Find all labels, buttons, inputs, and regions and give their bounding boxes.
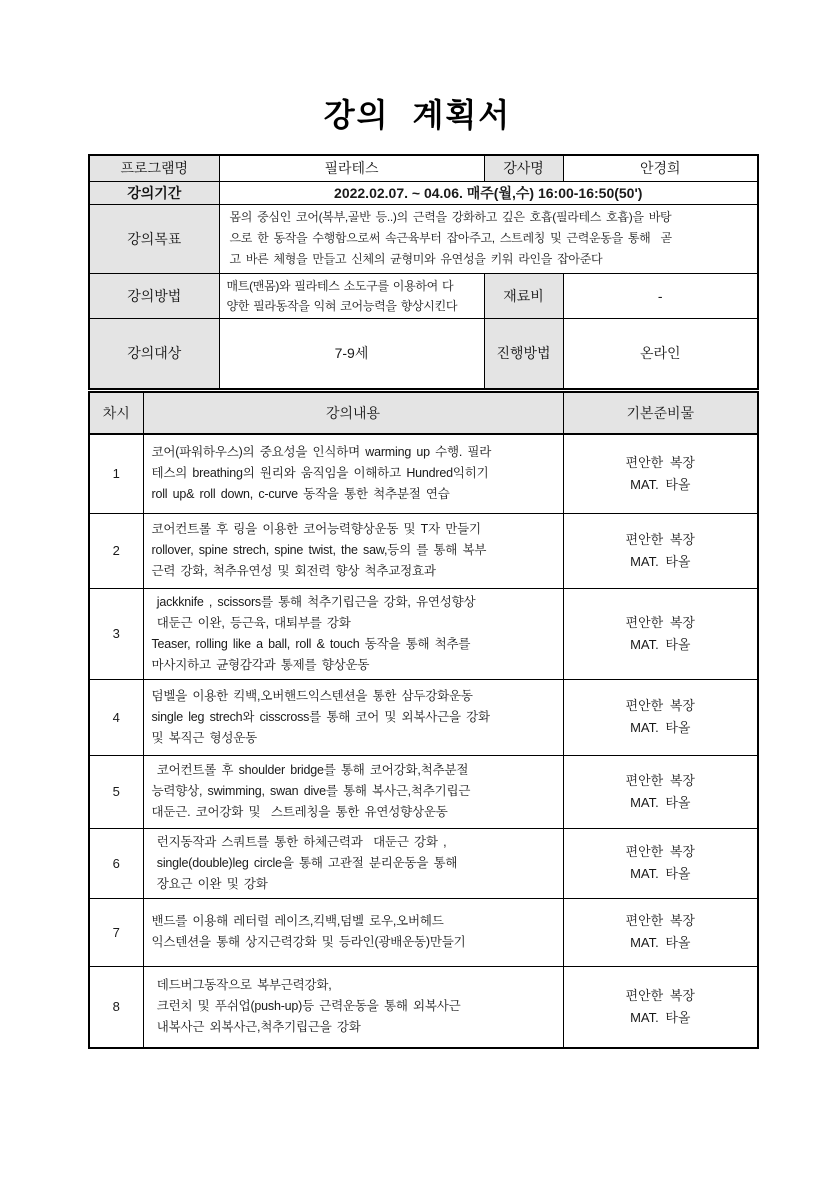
session-content: 데드버그동작으로 복부근력강화, 크런치 및 푸쉬업(push-up)등 근력운동을 통해 외복사근 내복사근 외복사근,척추기립근을 강화 xyxy=(143,966,563,1048)
session-number: 4 xyxy=(89,679,143,755)
schedule-row-4 xyxy=(89,679,758,755)
schedule-row-6 xyxy=(89,828,758,898)
goal-label: 강의목표 xyxy=(89,204,219,273)
schedule-row-3 xyxy=(89,588,758,679)
session-number: 3 xyxy=(89,588,143,679)
target-label: 강의대상 xyxy=(89,318,219,389)
document-title: 강의 계획서 xyxy=(323,97,512,133)
session-materials: 편안한 복장 MAT. 타올 xyxy=(563,588,758,679)
session-number: 7 xyxy=(89,898,143,966)
schedule-header-row xyxy=(89,392,758,434)
session-number: 2 xyxy=(89,513,143,588)
session-number: 5 xyxy=(89,755,143,828)
session-content: jackknife , scissors를 통해 척추기립근을 강화, 유연성향상 대둔근 이완, 등근육, 대퇴부를 강화 Teaser, rolling like a ball, roll & touch 동작을 통해 척추를 마사지하고 균형감각과 통제를 향상운동 xyxy=(143,588,563,679)
delivery-label: 진행방법 xyxy=(484,318,563,389)
schedule-table xyxy=(88,391,759,1049)
session-content: 런지동작과 스쿼트를 통한 하체근력과 대둔근 강화 , single(double)leg circle을 통해 고관절 분리운동을 통해 장요근 이완 및 강화 xyxy=(143,828,563,898)
materials-column-header: 기본준비물 xyxy=(563,392,758,434)
course-info-table xyxy=(88,154,759,390)
program-name-value: 필라테스 xyxy=(219,155,484,181)
info-row-goal xyxy=(89,204,758,273)
schedule-row-7 xyxy=(89,898,758,966)
content-column-header: 강의내용 xyxy=(143,392,563,434)
session-content: 덤벨을 이용한 킥백,오버핸드익스텐션을 통한 삼두강화운동 single leg strech와 cisscross를 통해 코어 및 외복사근을 강화 및 복직근 형성운동 xyxy=(143,679,563,755)
session-materials: 편안한 복장 MAT. 타올 xyxy=(563,434,758,513)
session-materials: 편안한 복장 MAT. 타올 xyxy=(563,755,758,828)
schedule-row-2 xyxy=(89,513,758,588)
method-label: 강의방법 xyxy=(89,273,219,318)
info-row-program xyxy=(89,155,758,181)
info-row-method xyxy=(89,273,758,318)
session-column-header: 차시 xyxy=(89,392,143,434)
session-number: 1 xyxy=(89,434,143,513)
session-content: 밴드를 이용해 레터럴 레이즈,킥백,덤벨 로우,오버헤드 익스텐션을 통해 상지근력강화 및 등라인(광배운동)만들기 xyxy=(143,898,563,966)
schedule-row-5 xyxy=(89,755,758,828)
session-number: 6 xyxy=(89,828,143,898)
schedule-row-8 xyxy=(89,966,758,1048)
method-text: 매트(맨몸)와 필라테스 소도구를 이용하여 다 양한 필라동작을 익혀 코어능력을 향상시킨다 xyxy=(219,273,484,318)
program-name-label: 프로그램명 xyxy=(89,155,219,181)
session-materials: 편안한 복장 MAT. 타올 xyxy=(563,966,758,1048)
session-materials: 편안한 복장 MAT. 타올 xyxy=(563,828,758,898)
schedule-row-1 xyxy=(89,434,758,513)
goal-text: 몸의 중심인 코어(복부,골반 등..)의 근력을 강화하고 깊은 호흡(필라테스 호흡)을 바탕 으로 한 동작을 수행함으로써 속근육부터 잡아주고, 스트레칭 및 근력운동을 통해 곧 고 바른 체형을 만들고 신체의 균형미와 유연성을 키워 라인을 잡아준다 xyxy=(219,204,758,273)
session-number: 8 xyxy=(89,966,143,1048)
info-row-target xyxy=(89,318,758,389)
period-label: 강의기간 xyxy=(89,181,219,204)
period-value: 2022.02.07. ~ 04.06. 매주(월,수) 16:00-16:50(50') xyxy=(219,181,758,204)
session-content: 코어컨트롤 후 shoulder bridge를 통해 코어강화,척추분절 능력향상, swimming, swan dive를 통해 복사근,척추기립근 대둔근. 코어강화 및 스트레칭을 통한 유연성향상운동 xyxy=(143,755,563,828)
session-content: 코어컨트롤 후 링을 이용한 코어능력향상운동 및 T자 만들기 rollover, spine strech, spine twist, the saw,등의 를 통해 복부 근력 강화, 척추유연성 및 회전력 향상 척추교정효과 xyxy=(143,513,563,588)
target-value: 7-9세 xyxy=(219,318,484,389)
session-content: 코어(파워하우스)의 중요성을 인식하며 warming up 수행. 필라 테스의 breathing의 원리와 움직임을 이해하고 Hundred익히기 roll up& roll down, c-curve 동작을 통한 척추분절 연습 xyxy=(143,434,563,513)
session-materials: 편안한 복장 MAT. 타올 xyxy=(563,513,758,588)
fee-value: - xyxy=(563,273,758,318)
instructor-label: 강사명 xyxy=(484,155,563,181)
delivery-value: 온라인 xyxy=(563,318,758,389)
instructor-value: 안경희 xyxy=(563,155,758,181)
fee-label: 재료비 xyxy=(484,273,563,318)
session-materials: 편안한 복장 MAT. 타올 xyxy=(563,679,758,755)
info-row-period xyxy=(89,181,758,204)
session-materials: 편안한 복장 MAT. 타올 xyxy=(563,898,758,966)
